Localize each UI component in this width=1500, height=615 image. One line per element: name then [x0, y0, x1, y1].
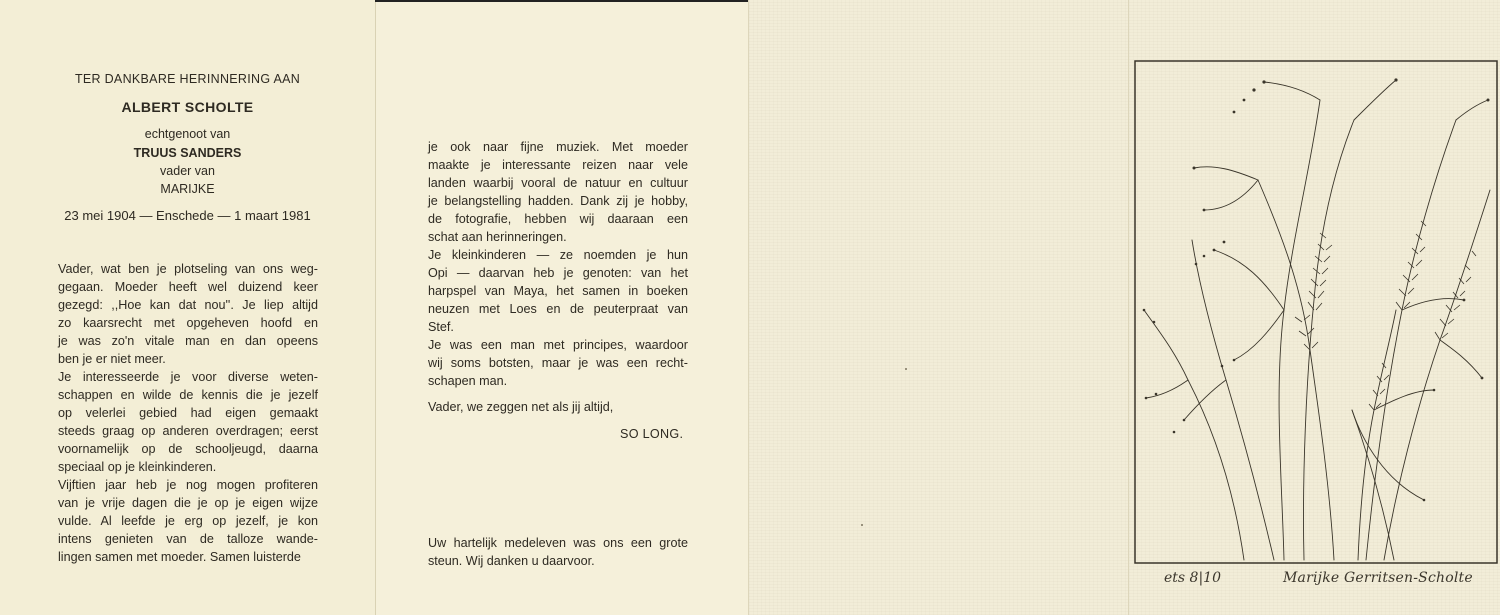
text-line: Opi — daarvan heb je genoten: van het [428, 266, 688, 280]
text-line: Je was een man met principes, waardoor [428, 338, 688, 352]
text-line: je belangstelling hadden. Dank zij je hobby, [428, 194, 688, 208]
blank-textured-panel [748, 0, 1128, 615]
thanks-note [428, 534, 688, 570]
spouse-prefix: echtgenoot van [144, 127, 231, 141]
seed-dots [1143, 78, 1490, 501]
text-line: je was zo'n vitale man en dan opeens [58, 334, 318, 348]
paper-speck [905, 368, 907, 370]
text-line: Je kleinkinderen — ze noemden je hun [428, 248, 688, 262]
eulogy-text-part2 [428, 138, 688, 390]
text-line: maakte je interessante reizen naar vele [428, 158, 688, 172]
text-line: vulde. Al leefde je erg op jezelf, je kon [58, 514, 318, 528]
text-line: Vader, wat ben je plotseling van ons weg- [58, 262, 318, 276]
text-line: landen waarbij vooral de natuur en cultuur [428, 176, 688, 190]
top-edge-line [375, 0, 748, 2]
text-line: steeds graag op anderen overdragen; eerst [58, 424, 318, 438]
grass-stems [1144, 80, 1490, 560]
text-line: zo kaarsrecht met opgeheven hoofd en [58, 316, 318, 330]
spouse-name: TRUUS SANDERS [133, 146, 242, 160]
closing-line: Vader, we zeggen net als jij altijd, [428, 400, 614, 414]
edition-number: ets 8|10 [1164, 570, 1221, 586]
text-line: harpspel van Maya, het samen in boeken [428, 284, 688, 298]
text-line: Vijftien jaar heb je nog mogen profiteren [58, 478, 318, 492]
text-line: gegaan. Moeder heeft wel duizend keer [58, 280, 318, 294]
text-line: lingen samen met moeder. Samen luisterde [58, 550, 301, 564]
text-line: neuzen met Loes en de peuterpraat van [428, 302, 688, 316]
text-line: Je interesseerde je voor diverse weten- [58, 370, 318, 384]
etching-frame [1135, 61, 1497, 563]
text-line: ben je er niet meer. [58, 352, 166, 366]
text-line: van je vrije dagen die je op je eigen wijze [58, 496, 318, 510]
deceased-name: ALBERT SCHOLTE [121, 99, 254, 115]
text-line: de fotografie, hebben wij daaraan een [428, 212, 688, 226]
text-line: schat aan herinneringen. [428, 230, 567, 244]
text-line: speciaal op je kleinkinderen. [58, 460, 217, 474]
sign-off: SO LONG. [620, 427, 684, 441]
text-line: Uw hartelijk medeleven was ons een grote [428, 536, 688, 550]
dedication-header: TER DANKBARE HERINNERING AAN [74, 72, 301, 86]
artist-signature: Marijke Gerritsen-Scholte [1283, 570, 1473, 586]
text-line: schappen en wilde de kennis die je jezelf [58, 388, 318, 402]
child-name: MARIJKE [160, 182, 215, 196]
text-line: intens genieten van de talloze wande- [58, 532, 318, 546]
text-line: steun. Wij danken u daarvoor. [428, 554, 595, 568]
text-line: je ook naar fijne muziek. Met moeder [428, 140, 688, 154]
life-dates: 23 mei 1904 — Enschede — 1 maart 1981 [64, 208, 311, 223]
text-line: schapen man. [428, 374, 508, 388]
grass-etching-illustration [1134, 60, 1498, 566]
eulogy-text-part1 [58, 260, 318, 566]
text-line: Stef. [428, 320, 454, 334]
text-line: wij soms botsten, maar je was een recht- [428, 356, 688, 370]
text-line: op velerlei gebied had eigen gemaakt [58, 406, 318, 420]
text-line: voornamelijk op de schooljeugd, daarna [58, 442, 318, 456]
child-prefix: vader van [160, 164, 215, 178]
text-line: gezegd: ,,Hoe kan dat nou''. Je liep altijd [58, 298, 318, 312]
paper-speck [861, 524, 863, 526]
